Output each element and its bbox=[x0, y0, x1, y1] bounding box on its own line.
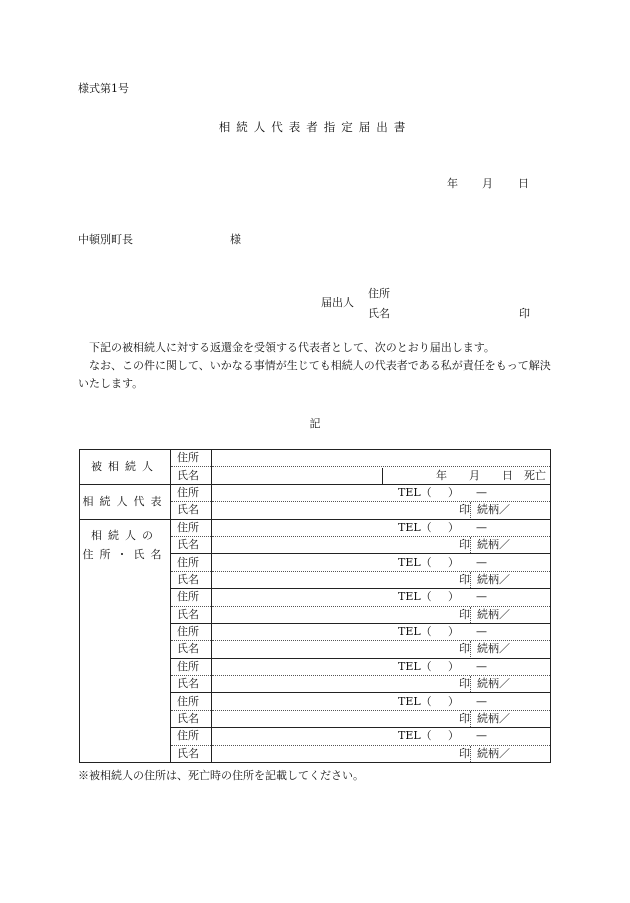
addressee-honorific: 様 bbox=[230, 233, 241, 246]
heirs-label: 相続人の 住所・氏名 bbox=[80, 519, 171, 762]
rep-name-label: 氏名 bbox=[171, 502, 212, 519]
heir-address-cell: TEL（ ） — bbox=[212, 658, 551, 675]
date-year: 年 bbox=[447, 177, 458, 190]
heir-address-label: 住所 bbox=[171, 554, 212, 571]
date-month: 月 bbox=[482, 177, 493, 190]
heir-name-label: 氏名 bbox=[171, 641, 212, 658]
heir-address-label: 住所 bbox=[171, 589, 212, 606]
ki-heading: 記 bbox=[309, 417, 321, 430]
heir-name-cell: 印 続柄／ bbox=[212, 745, 551, 762]
heir-name-cell: 印 続柄／ bbox=[212, 710, 551, 727]
body-text bbox=[78, 339, 554, 393]
rep-address-cell: TEL（ ） — bbox=[212, 484, 551, 501]
heir-address-label: 住所 bbox=[171, 728, 212, 745]
heir-name-label: 氏名 bbox=[171, 571, 212, 588]
heir-name-cell: 印 続柄／ bbox=[212, 571, 551, 588]
heir-address-cell: TEL（ ） — bbox=[212, 693, 551, 710]
heir-name-cell: 印 続柄／ bbox=[212, 676, 551, 693]
heir-address-cell: TEL（ ） — bbox=[212, 554, 551, 571]
heir-address-cell: TEL（ ） — bbox=[212, 623, 551, 640]
heir-address-label: 住所 bbox=[171, 658, 212, 675]
heir-name-label: 氏名 bbox=[171, 710, 212, 727]
decedent-label: 被相続人 bbox=[80, 450, 171, 485]
applicant-seal-mark: 印 bbox=[519, 307, 530, 320]
applicant-address-label: 住所 bbox=[368, 287, 390, 300]
heir-name-label: 氏名 bbox=[171, 536, 212, 553]
heir-name-cell: 印 続柄／ bbox=[212, 606, 551, 623]
form-number: 様式第1号 bbox=[78, 82, 129, 95]
decedent-name-cell bbox=[212, 467, 551, 484]
heir-name-cell: 印 続柄／ bbox=[212, 536, 551, 553]
heir-table bbox=[79, 449, 551, 763]
applicant-label: 届出人 bbox=[321, 296, 354, 309]
date-day: 日 bbox=[518, 177, 529, 190]
rep-name-cell: 印 続柄／ bbox=[212, 502, 551, 519]
heir-address-cell: TEL（ ） — bbox=[212, 589, 551, 606]
heir-address-cell: TEL（ ） — bbox=[212, 728, 551, 745]
body-paragraph-2: なお、この件に関して、いかなる事情が生じても相続人の代表者である私が責任をもって解決いたします。 bbox=[78, 359, 551, 390]
heir-name-label: 氏名 bbox=[171, 676, 212, 693]
document-title: 相続人代表者指定届出書 bbox=[218, 120, 412, 134]
representative-label: 相続人代表 bbox=[80, 484, 171, 519]
heir-name-label: 氏名 bbox=[171, 745, 212, 762]
decedent-address-cell bbox=[212, 450, 551, 467]
body-paragraph-1: 下記の被相続人に対する返還金を受領する代表者として、次のとおり届出します。 bbox=[89, 341, 495, 354]
heir-name-label: 氏名 bbox=[171, 606, 212, 623]
footnote: ※被相続人の住所は、死亡時の住所を記載してください。 bbox=[78, 769, 364, 782]
heir-name-cell: 印 続柄／ bbox=[212, 641, 551, 658]
heir-address-label: 住所 bbox=[171, 623, 212, 640]
heir-address-label: 住所 bbox=[171, 519, 212, 536]
applicant-name-label: 氏名 bbox=[368, 307, 390, 320]
death-date-text: 年 月 日 死亡 bbox=[436, 468, 546, 482]
decedent-address-label: 住所 bbox=[171, 450, 212, 467]
heir-address-label: 住所 bbox=[171, 693, 212, 710]
rep-address-label: 住所 bbox=[171, 484, 212, 501]
addressee-name: 中頓別町長 bbox=[78, 233, 133, 246]
decedent-name-label: 氏名 bbox=[171, 467, 212, 484]
heir-address-cell: TEL（ ） — bbox=[212, 519, 551, 536]
